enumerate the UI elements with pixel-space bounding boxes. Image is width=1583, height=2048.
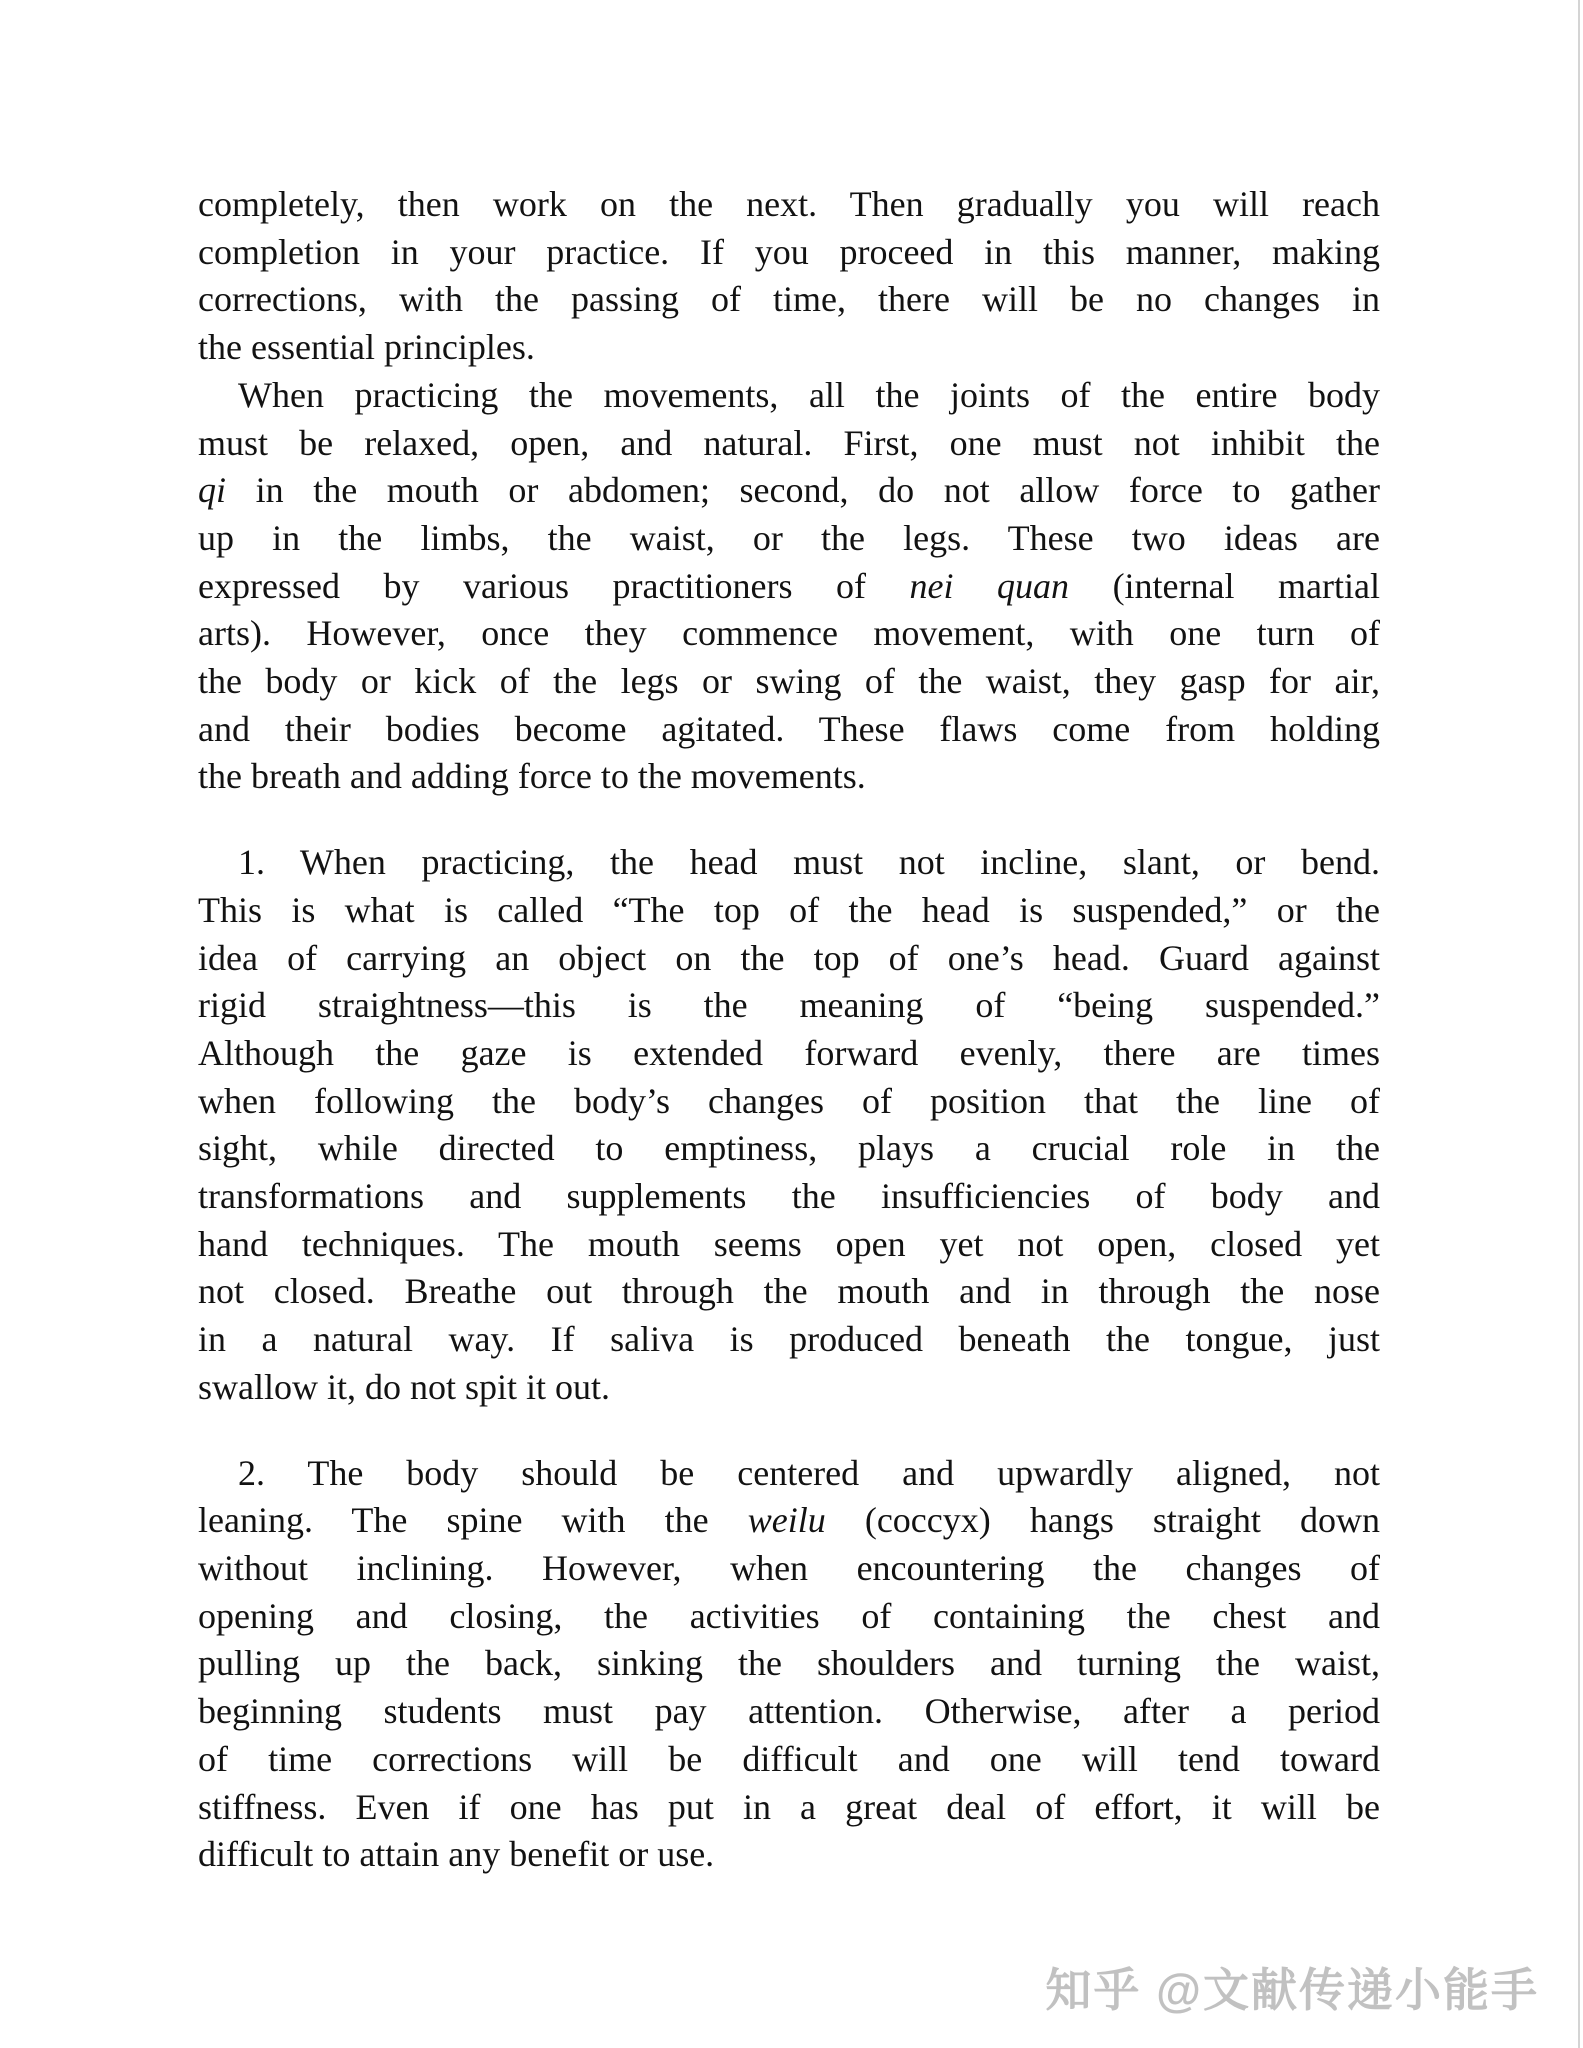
text-line: when following the body’s changes of position that the line of <box>198 1080 1380 1121</box>
text-line: Although the gaze is extended forward evenly, there are times <box>198 1032 1380 1073</box>
text-line: hand techniques. The mouth seems open yet not open, closed yet <box>198 1223 1380 1264</box>
text-line: rigid straightness—this is the meaning of “being suspended.” <box>198 985 1380 1026</box>
text-line: corrections, with the passing of time, there will be no changes in <box>198 279 1380 320</box>
text-line: difficult to attain any benefit or use. <box>198 1834 715 1875</box>
text-line: leaning. The spine with the weilu (coccyx) hangs straight down <box>198 1500 1380 1541</box>
text-line: beginning students must pay attention. Otherwise, after a period <box>198 1691 1380 1732</box>
text-line: completely, then work on the next. Then gradually you will reach <box>198 184 1380 224</box>
text-line: stiffness. Even if one has put in a great deal of effort, it will be <box>198 1786 1380 1827</box>
paragraph <box>198 181 1380 372</box>
text-line: the breath and adding force to the movements. <box>198 756 866 797</box>
text-line: expressed by various practitioners of nei quan (internal martial <box>198 565 1380 606</box>
text-line: 1. When practicing, the head must not incline, slant, or bend. <box>238 842 1380 883</box>
text-line: sight, while directed to emptiness, plays a crucial role in the <box>198 1128 1380 1169</box>
text-column <box>198 181 1380 1879</box>
text-line: opening and closing, the activities of containing the chest and <box>198 1595 1380 1636</box>
text-line: swallow it, do not spit it out. <box>198 1366 611 1407</box>
text-line: This is what is called “The top of the head is suspended,” or the <box>198 889 1380 930</box>
paragraph <box>198 839 1380 1411</box>
text-line: When practicing the movements, all the joints of the entire body <box>238 374 1380 415</box>
text-line: completion in your practice. If you proceed in this manner, making <box>198 231 1380 272</box>
text-line: not closed. Breathe out through the mouth and in through the nose <box>198 1271 1380 1312</box>
watermark: 知乎 @文献传递小能手 <box>1045 1964 1539 2016</box>
text-line: up in the limbs, the waist, or the legs. These two ideas are <box>198 517 1380 558</box>
text-line: idea of carrying an object on the top of one’s head. Guard against <box>198 937 1380 978</box>
text-line: in a natural way. If saliva is produced beneath the tongue, just <box>198 1319 1380 1360</box>
text-line: must be relaxed, open, and natural. First, one must not inhibit the <box>198 422 1380 463</box>
text-line: the essential principles. <box>198 327 535 368</box>
text-line: pulling up the back, sinking the shoulders and turning the waist, <box>198 1643 1380 1684</box>
paragraph <box>198 372 1380 801</box>
text-line: 2. The body should be centered and upwardly aligned, not <box>238 1452 1380 1493</box>
paragraph <box>198 1450 1380 1879</box>
scan-edge-line <box>1578 0 1580 2048</box>
text-line: of time corrections will be difficult and one will tend toward <box>198 1738 1380 1779</box>
text-line: arts). However, once they commence movement, with one turn of <box>198 613 1380 654</box>
text-line: and their bodies become agitated. These flaws come from holding <box>198 708 1380 749</box>
text-line: without inclining. However, when encountering the changes of <box>198 1547 1380 1588</box>
text-line: qi in the mouth or abdomen; second, do not allow force to gather <box>198 470 1380 511</box>
text-line: the body or kick of the legs or swing of the waist, they gasp for air, <box>198 661 1380 702</box>
text-line: transformations and supplements the insufficiencies of body and <box>198 1176 1380 1217</box>
